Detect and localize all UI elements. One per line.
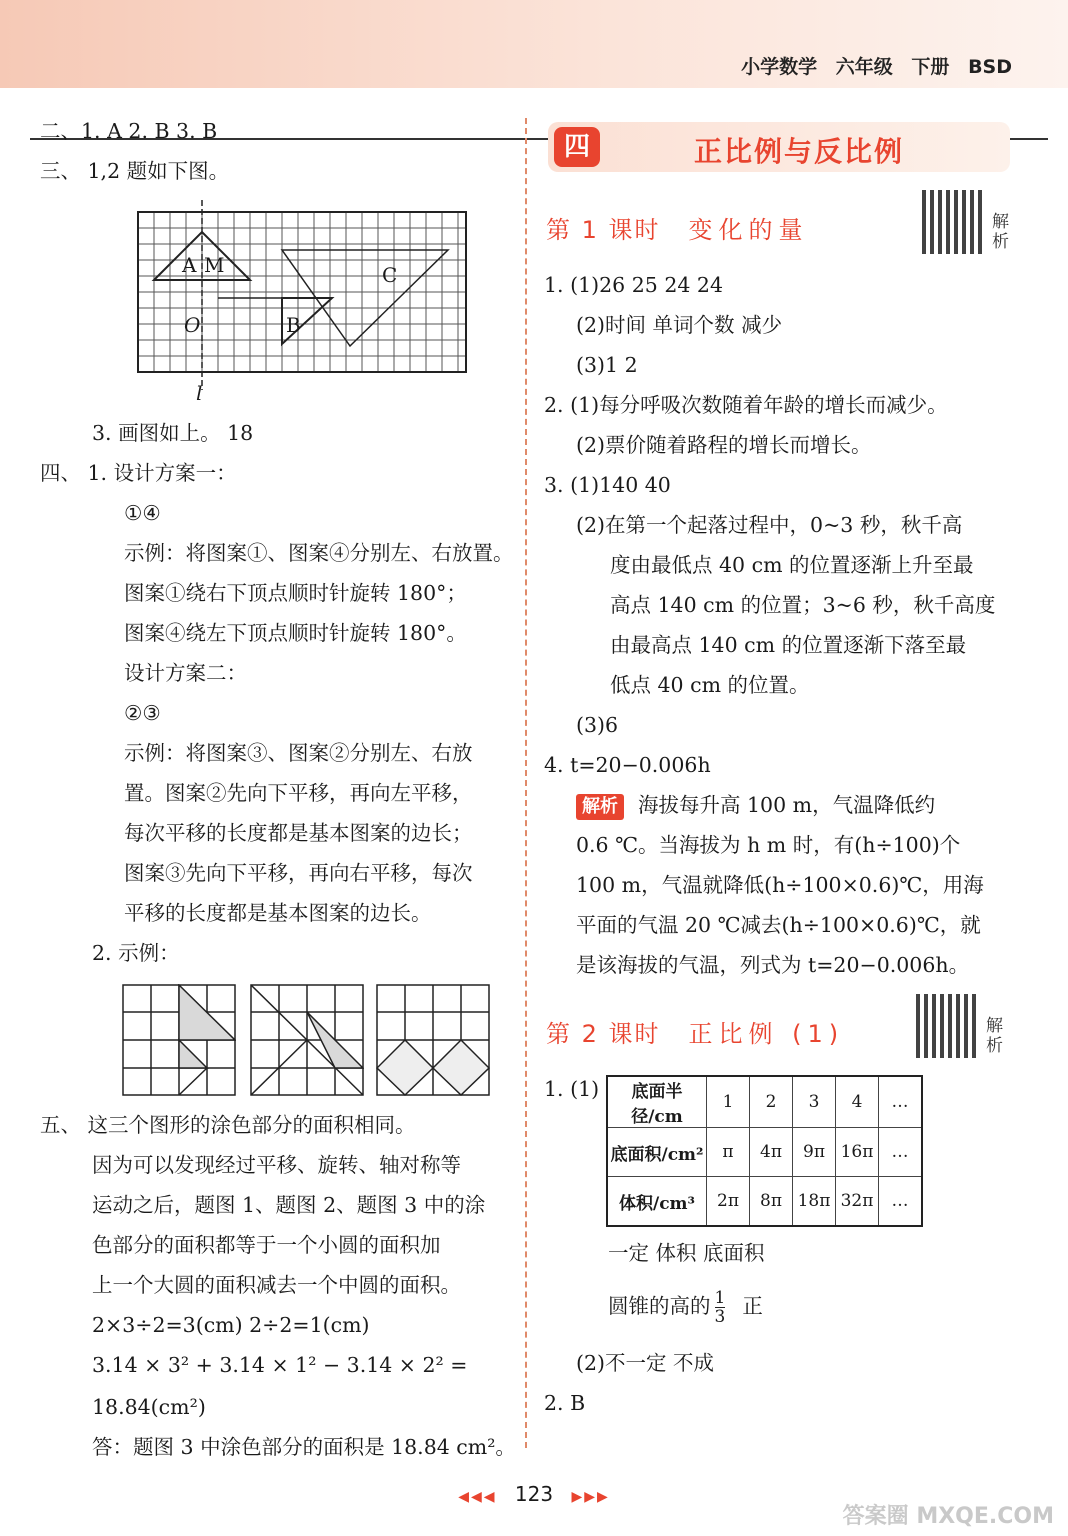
lesson-2-title: 正比例 (1) (688, 1020, 845, 1048)
table-cell: 9π (793, 1128, 836, 1177)
answer-5: 五、 这三个图形的涂色部分的面积相同。 (40, 1113, 416, 1137)
data-table (606, 1075, 923, 1227)
answer-2: 二、1. A 2. B 3. B (40, 119, 218, 143)
header-grade: 六年级 (835, 56, 893, 78)
analysis-line1 (576, 792, 935, 820)
table-cell: 16π (836, 1128, 879, 1177)
unit-title: 正比例与反比例 (694, 135, 905, 168)
l1-q3-2c: 高点 140 cm 的位置；3~6 秒，秋千高度 (610, 593, 996, 617)
table-cell: … (879, 1076, 923, 1128)
plan2-line2: 置。图案②先向下平移，再向左平移， (124, 781, 473, 805)
qr-label: 解析 (992, 212, 1009, 252)
fraction-denominator: 3 (714, 1307, 726, 1327)
analysis-line4: 平面的气温 20 ℃减去(h÷100×0.6)℃，就 (576, 913, 981, 937)
answer-4-1: 四、 1. 设计方案一： (40, 461, 237, 485)
plan1-line3: 图案④绕左下顶点顺时针旋转 180°。 (124, 621, 467, 645)
label-l: l (196, 381, 203, 405)
table-cell: 1 (707, 1076, 750, 1128)
table-cell: π (707, 1128, 750, 1177)
header-edition: BSD (968, 56, 1012, 78)
qr-code-icon[interactable] (916, 994, 980, 1058)
l1-q2-1: 2. (1)每分呼吸次数随着年龄的增长而减少。 (544, 393, 948, 417)
plan1-line1: 示例：将图案①、图案④分别左、右放置。 (124, 541, 514, 565)
header-volume: 下册 (911, 56, 950, 78)
l1-q1: 1. (1)26 25 24 24 (544, 273, 724, 297)
lesson-1-title: 变化的量 (688, 216, 809, 244)
label-m: M (204, 253, 225, 277)
table-cell: 2 (750, 1076, 793, 1128)
lesson-1-heading (546, 210, 809, 245)
lesson-2-number: 第 2 课时 (546, 1020, 661, 1048)
answer-5-line5: 上一个大圆的面积减去一个中圆的面积。 (92, 1273, 461, 1297)
pattern-3 (376, 984, 490, 1096)
plan2-line4: 图案③先向下平移，再向右平移，每次 (124, 861, 473, 885)
label-b: B (286, 313, 301, 337)
table-row (607, 1076, 922, 1128)
l1-q1-2: (2)时间 单词个数 减少 (576, 313, 783, 337)
cone-text: 圆锥的高的 (608, 1294, 711, 1318)
answer-3-3: 3. 画图如上。 18 (92, 421, 254, 445)
pattern-1 (122, 984, 236, 1096)
table-cell: 8π (750, 1177, 793, 1227)
table-cell: 体积/cm³ (607, 1177, 707, 1227)
running-header (741, 52, 1012, 79)
lesson-2-heading (546, 1014, 844, 1049)
label-a: A (182, 253, 197, 277)
l1-q1-3: (3)1 2 (576, 353, 638, 377)
analysis-line2: 0.6 ℃。当海拔为 h m 时，有(h÷100)个 (576, 833, 961, 857)
grid-figure (136, 200, 470, 400)
l2-q1-cone (608, 1284, 763, 1328)
cone-proportion: 正 (742, 1294, 763, 1318)
pattern-2 (250, 984, 364, 1096)
plan2-line5: 平移的长度都是基本图案的边长。 (124, 901, 432, 925)
next-arrows-icon: ▶▶▶ (571, 1489, 610, 1505)
l1-q3-2e: 低点 40 cm 的位置。 (610, 673, 810, 697)
plan2-line3: 每次平移的长度都是基本图案的边长； (124, 821, 473, 845)
l1-q2-2: (2)票价随着路程的增长而增长。 (576, 433, 872, 457)
header-subject: 小学数学 (741, 56, 818, 78)
column-divider (525, 118, 527, 1448)
label-c: C (382, 263, 398, 287)
table-cell: 底面积/cm² (607, 1128, 707, 1177)
answer-5-line4: 色部分的面积都等于一个小圆的面积加 (92, 1233, 441, 1257)
plan2-line1: 示例：将图案③、图案②分别左、右放 (124, 741, 473, 765)
unit-banner (548, 122, 1010, 172)
calc-3: 18.84(cm²) (92, 1395, 206, 1419)
table-row (607, 1128, 922, 1177)
analysis-line5: 是该海拔的气温，列式为 t=20−0.006h。 (576, 953, 970, 977)
table-cell: 3 (793, 1076, 836, 1128)
prev-arrows-icon: ◀◀◀ (458, 1489, 497, 1505)
unit-number: 四 (554, 127, 600, 167)
plan1-choice: ①④ (124, 501, 161, 525)
plan2-choice: ②③ (124, 701, 161, 725)
plan1-line2: 图案①绕右下顶点顺时针旋转 180°； (124, 581, 467, 605)
table-cell: … (879, 1128, 923, 1177)
table-row (607, 1177, 922, 1227)
l1-q3-2b: 度由最低点 40 cm 的位置逐渐上升至最 (610, 553, 974, 577)
fraction (715, 1289, 726, 1326)
label-o: O (184, 313, 201, 337)
l2-q1-answer: 一定 体积 底面积 (608, 1241, 765, 1265)
l2-q1-2: (2)不一定 不成 (576, 1351, 715, 1375)
table-cell: … (879, 1177, 923, 1227)
qr-code-icon[interactable] (922, 190, 986, 254)
calc-2: 3.14 × 3² + 3.14 × 1² − 3.14 × 2² = (92, 1353, 468, 1377)
table-cell: 4π (750, 1128, 793, 1177)
l1-q3-2d: 由最高点 140 cm 的位置逐渐下落至最 (610, 633, 967, 657)
analysis-text1: 海拔每升高 100 m，气温降低约 (638, 793, 936, 817)
table-cell: 18π (793, 1177, 836, 1227)
answer-5-line2: 因为可以发现经过平移、旋转、轴对称等 (92, 1153, 461, 1177)
table-cell: 32π (836, 1177, 879, 1227)
table-cell: 底面半径/cm (607, 1076, 707, 1128)
l2-q2: 2. B (544, 1391, 586, 1415)
l1-q3-2a: (2)在第一个起落过程中，0~3 秒，秋千高 (576, 513, 963, 537)
qr-label: 解析 (986, 1016, 1003, 1056)
page-number: 123 (514, 1482, 554, 1506)
l1-q4: 4. t=20−0.006h (544, 753, 711, 777)
l1-q3-3: (3)6 (576, 713, 619, 737)
calc-1: 2×3÷2=3(cm) 2÷2=1(cm) (92, 1313, 370, 1337)
answer-4-2: 2. 示例： (92, 941, 180, 965)
final-answer: 答：题图 3 中涂色部分的面积是 18.84 cm²。 (92, 1435, 516, 1459)
analysis-tag: 解析 (576, 794, 624, 820)
answer-5-line3: 运动之后，题图 1、题图 2、题图 3 中的涂 (92, 1193, 486, 1217)
l2-q1: 1. (1) (544, 1077, 600, 1101)
fraction-numerator: 1 (714, 1288, 726, 1308)
analysis-line3: 100 m，气温就降低(h÷100×0.6)℃，用海 (576, 873, 984, 897)
watermark: 答案圈 MXQE.COM (842, 1504, 1054, 1529)
plan2-title: 设计方案二： (124, 661, 247, 685)
table-cell: 4 (836, 1076, 879, 1128)
table-cell: 2π (707, 1177, 750, 1227)
lesson-1-number: 第 1 课时 (546, 216, 661, 244)
l1-q3-1: 3. (1)140 40 (544, 473, 671, 497)
answer-3: 三、 1,2 题如下图。 (40, 159, 230, 183)
